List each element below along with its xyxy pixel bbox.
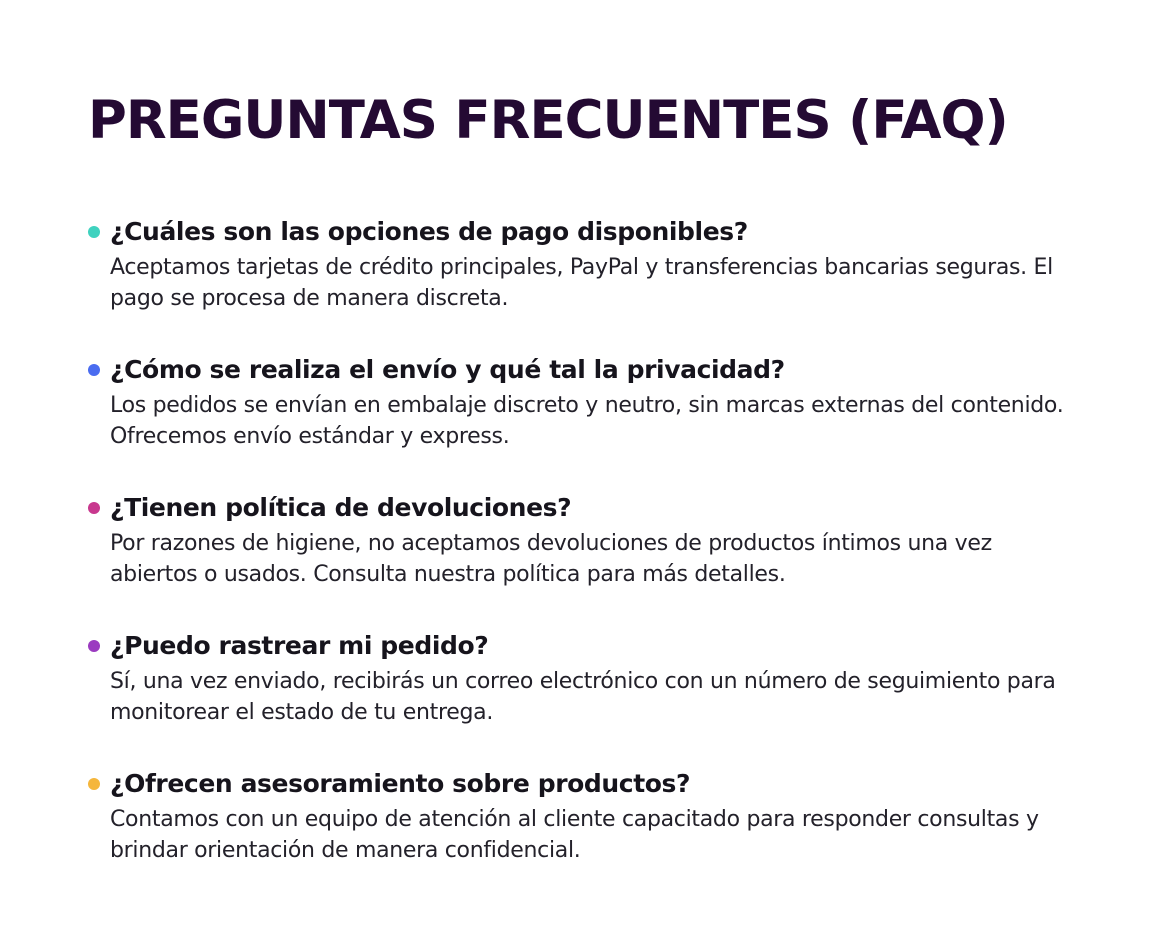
bullet-dot-icon — [88, 502, 100, 514]
faq-list — [88, 214, 1072, 904]
faq-answer: Contamos con un equipo de atención al cliente capacitado para responder consultas y brindar orientación de manera confidencial. — [110, 807, 1039, 863]
faq-answer: Por razones de higiene, no aceptamos devoluciones de productos íntimos una vez abiertos o usados. Consulta nuestra política para más detalles. — [110, 531, 992, 587]
faq-item-payment — [88, 214, 1072, 352]
faq-item-returns — [88, 490, 1072, 628]
faq-question: ¿Puedo rastrear mi pedido? — [110, 631, 489, 660]
bullet-dot-icon — [88, 364, 100, 376]
faq-answer: Los pedidos se envían en embalaje discreto y neutro, sin marcas externas del contenido. Ofrecemos envío estándar y express. — [110, 393, 1064, 449]
faq-item-advice — [88, 766, 1072, 904]
faq-question: ¿Cómo se realiza el envío y qué tal la privacidad? — [110, 355, 785, 384]
faq-item-tracking — [88, 628, 1072, 766]
faq-question: ¿Cuáles son las opciones de pago disponibles? — [110, 217, 748, 246]
faq-question: ¿Tienen política de devoluciones? — [110, 493, 572, 522]
bullet-dot-icon — [88, 778, 100, 790]
faq-item-shipping — [88, 352, 1072, 490]
faq-answer: Aceptamos tarjetas de crédito principales, PayPal y transferencias bancarias seguras. El pago se procesa de manera discreta. — [110, 255, 1053, 311]
bullet-dot-icon — [88, 640, 100, 652]
page-title: PREGUNTAS FRECUENTES (FAQ) — [88, 90, 1008, 151]
bullet-dot-icon — [88, 226, 100, 238]
faq-answer: Sí, una vez enviado, recibirás un correo electrónico con un número de seguimiento para monitorear el estado de tu entrega. — [110, 669, 1056, 725]
faq-question: ¿Ofrecen asesoramiento sobre productos? — [110, 769, 691, 798]
